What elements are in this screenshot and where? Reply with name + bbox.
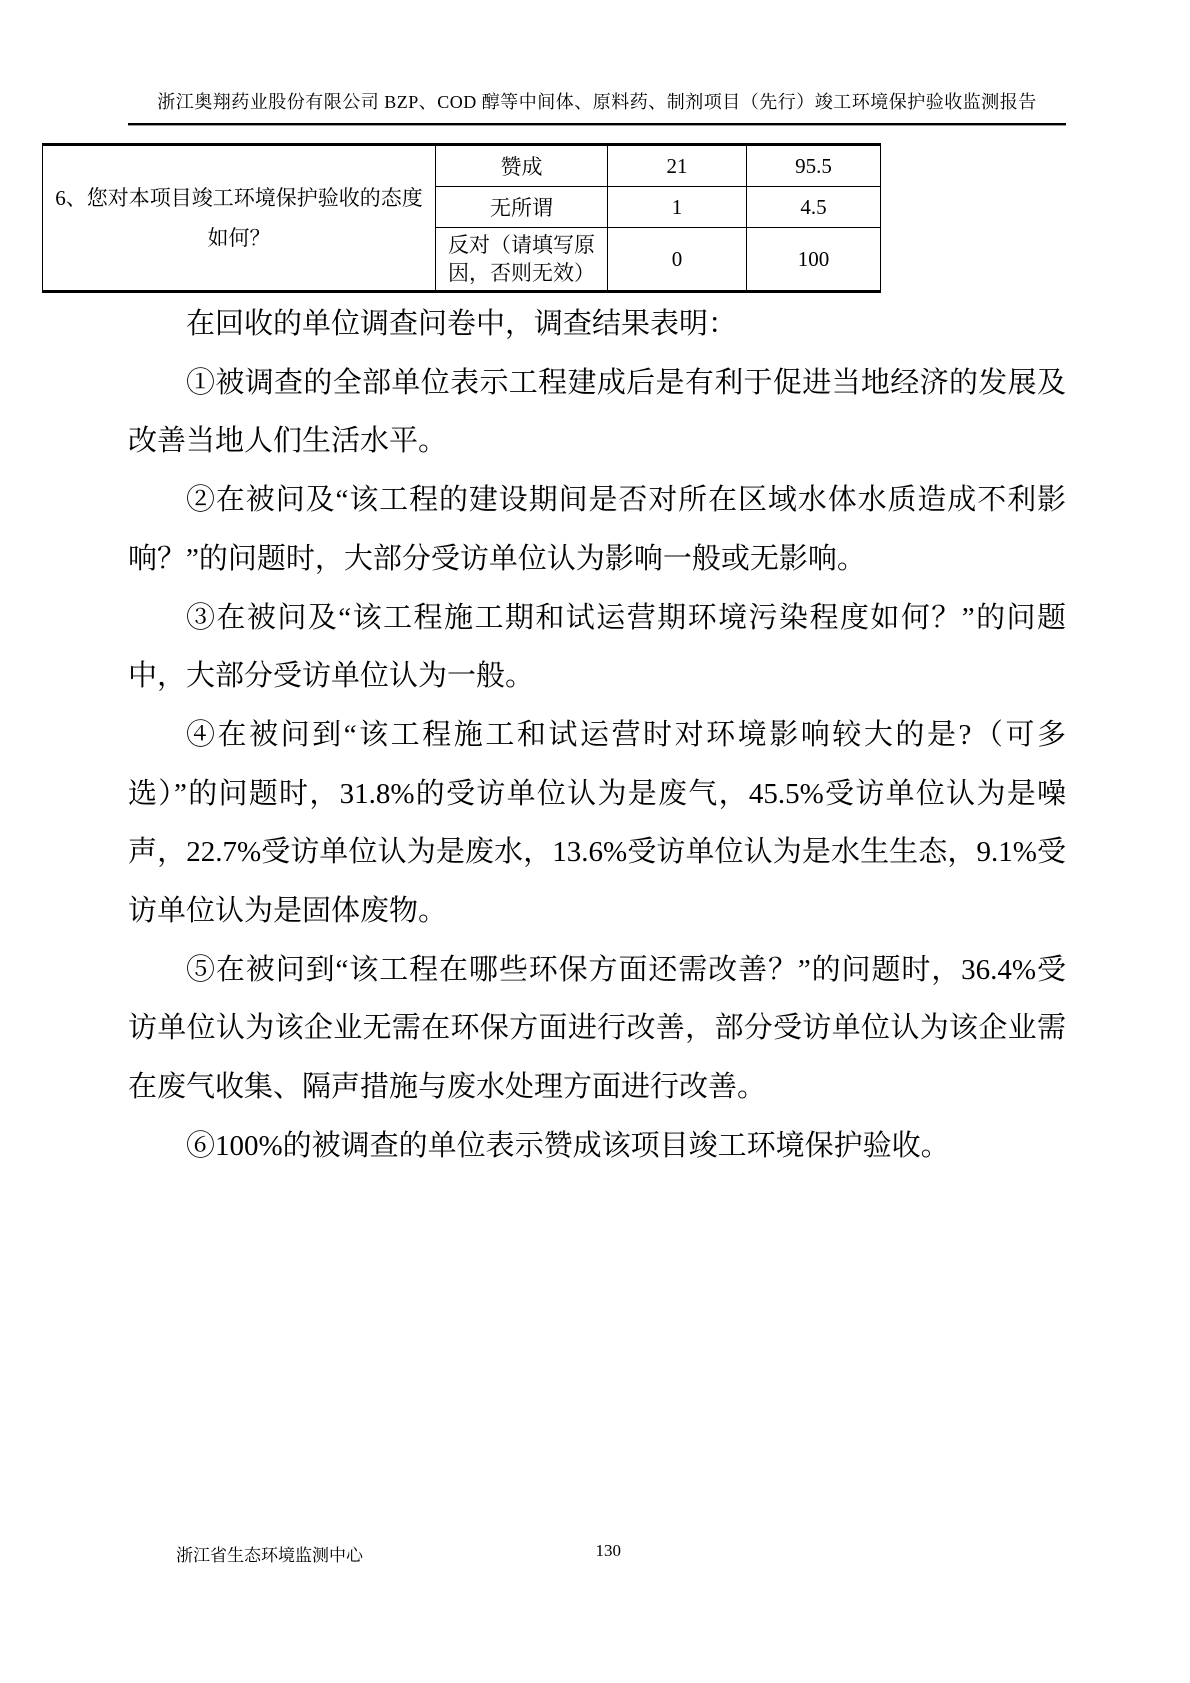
paragraph-item-1: ①被调查的全部单位表示工程建成后是有利于促进当地经济的发展及改善当地人们生活水平。 [128, 366, 1066, 458]
question-cell: 6、您对本项目竣工环境保护验收的态度如何？ [43, 145, 436, 292]
paragraph-item-3: ③在被问及“该工程施工期和试运营期环境污染程度如何？”的问题中，大部分受访单位认为一般。 [128, 601, 1066, 693]
option-cell: 反对（请填写原因，否则无效） [436, 228, 608, 292]
count-cell: 0 [608, 228, 747, 292]
table-row [43, 145, 881, 187]
paragraph-intro: 在回收的单位调查问卷中，调查结果表明： [186, 308, 738, 340]
paragraph-item-4: ④在被问到“该工程施工和试运营时对环境影响较大的是?（可多选）”的问题时，31.8%的受访单位认为是废气，45.5%受访单位认为是噪声，22.7%受访单位认为是废水，13.6%受访单位认为是水生生态，9.1%受访单位认为是固体废物。 [128, 718, 1066, 928]
body-text [128, 295, 1066, 1176]
report-header [128, 0, 1066, 125]
survey-table [42, 143, 881, 293]
count-cell: 1 [608, 187, 747, 228]
footer-page-number: 130 [595, 1541, 622, 1560]
paragraph-item-6: ⑥100%的被调查的单位表示赞成该项目竣工环境保护验收。 [186, 1129, 950, 1162]
paragraph-item-2: ②在被问及“该工程的建设期间是否对所在区域水体水质造成不利影响？”的问题时，大部分受访单位认为影响一般或无影响。 [128, 484, 1066, 575]
percent-cell: 100 [747, 228, 881, 292]
paragraph-item-5: ⑤在被问到“该工程在哪些环保方面还需改善？”的问题时，36.4%受访单位认为该企业无需在环保方面进行改善，部分受访单位认为该企业需在废气收集、隔声措施与废水处理方面进行改善。 [128, 953, 1066, 1104]
report-title: 浙江奥翔药业股份有限公司 BZP、COD 醇等中间体、原料药、制剂项目（先行）竣工环境保护验收监测报告 [157, 92, 1037, 112]
percent-cell: 4.5 [747, 187, 881, 228]
percent-cell: 95.5 [747, 145, 881, 187]
option-cell: 赞成 [436, 145, 608, 187]
count-cell: 21 [608, 145, 747, 187]
option-cell: 无所谓 [436, 187, 608, 228]
footer-organization: 浙江省生态环境监测中心 [176, 1546, 363, 1565]
